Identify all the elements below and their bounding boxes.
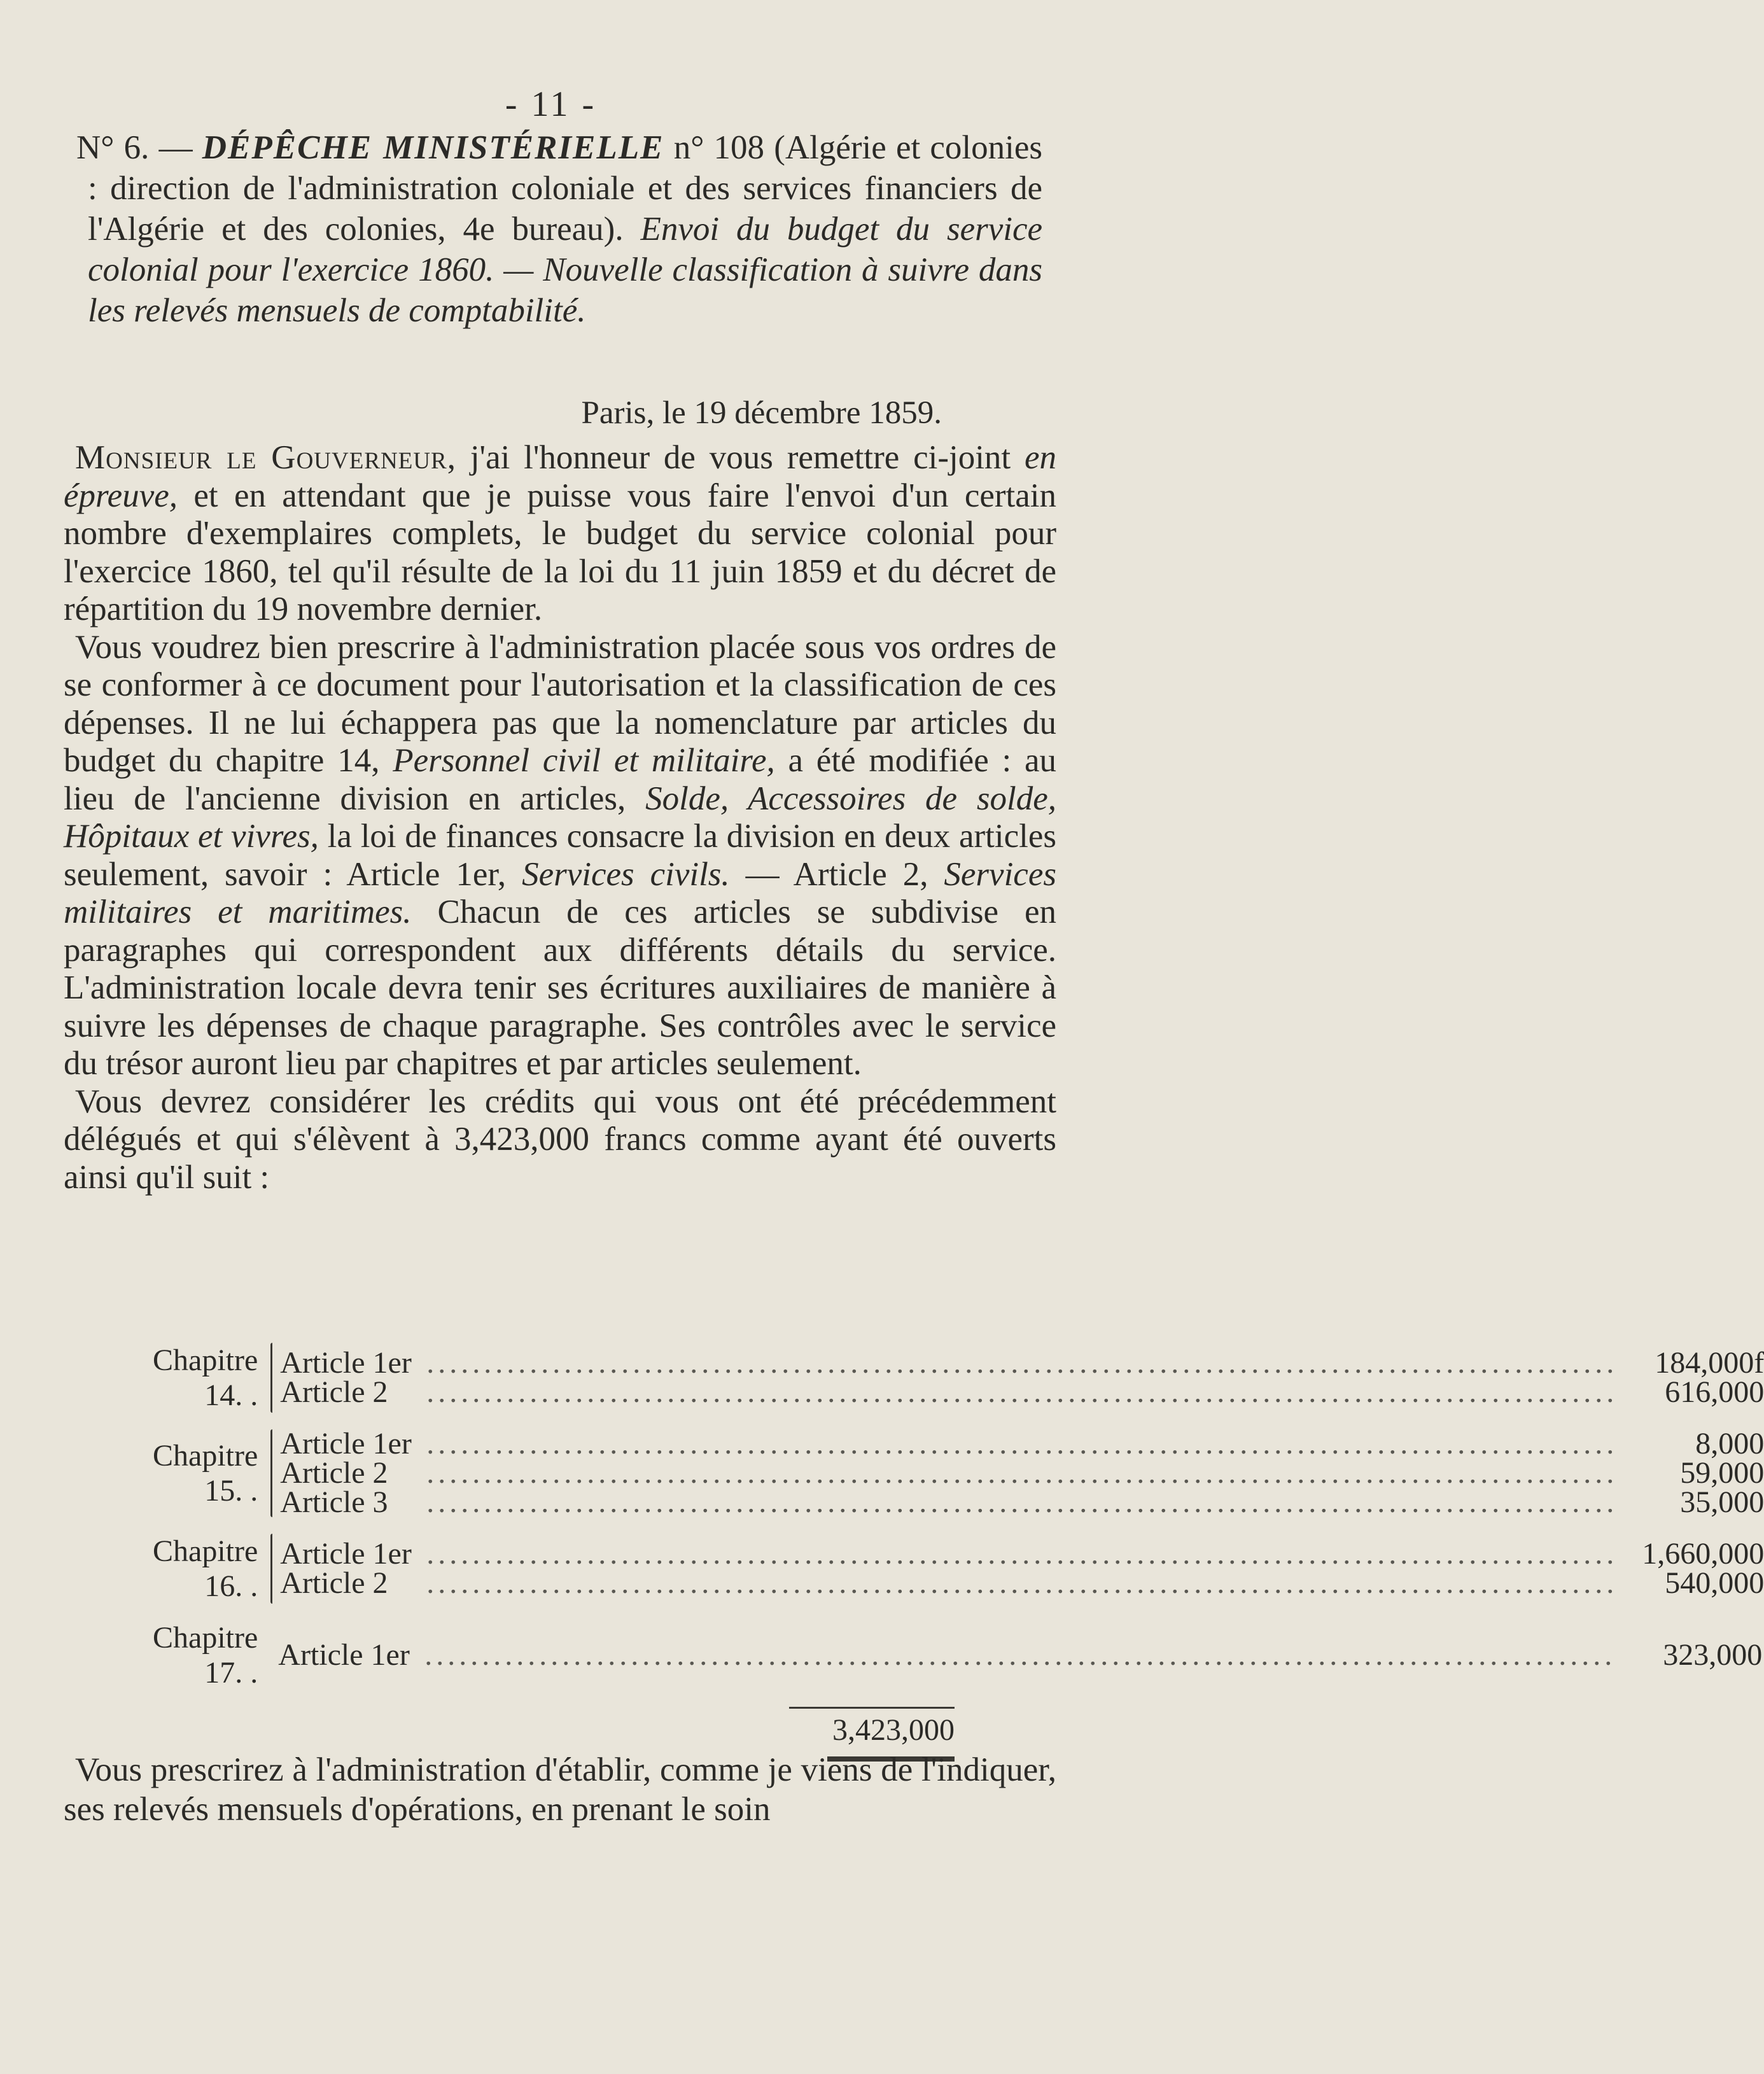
article-label: Article 1er <box>280 1427 412 1461</box>
article-label: Article 1er <box>278 1638 410 1672</box>
article-list <box>280 1429 1764 1517</box>
text-run: — Article 2, <box>729 855 944 893</box>
italic-run: Services militaires et maritimes. <box>64 855 1056 930</box>
article-row <box>280 1539 1764 1569</box>
letter-body <box>64 439 1056 1196</box>
article-amount: 616,000 <box>1665 1375 1764 1409</box>
letter-paragraph-2 <box>64 629 1056 1083</box>
credits-table <box>153 1343 1764 1762</box>
text-run: a été modifiée : au lieu de l'ancienne division en articles, <box>64 742 1056 817</box>
italic-run: Personnel civil et militaire, <box>393 742 775 779</box>
chapter-label: Chapitre 16. . <box>153 1534 258 1603</box>
dot-leader <box>426 1488 1618 1517</box>
chapter-label: Chapitre 14. . <box>153 1343 258 1412</box>
total-row <box>153 1707 955 1748</box>
article-list <box>280 1539 1764 1598</box>
dot-leader <box>424 1641 1616 1670</box>
article-amount: 8,000 <box>1695 1427 1764 1461</box>
dot-leader <box>426 1429 1618 1459</box>
dispatch-number: N° 6. — <box>76 129 193 166</box>
article-list <box>278 1638 1763 1672</box>
article-row <box>280 1566 1764 1600</box>
article-label: Article 3 <box>280 1485 388 1519</box>
text-run: la loi de finances consacre la division en deux articles seulement, savoir : Article 1er, <box>64 818 1056 893</box>
article-list <box>280 1346 1764 1409</box>
article-label: Article 1er <box>280 1346 412 1380</box>
letter-paragraph-1 <box>64 439 1056 629</box>
italic-run: Services civils. <box>522 855 730 893</box>
dot-leader <box>426 1539 1618 1569</box>
brace <box>270 1343 272 1413</box>
article-amount: 35,000 <box>1680 1485 1764 1519</box>
dispatch-heading <box>69 127 1042 331</box>
dot-leader <box>426 1378 1618 1407</box>
brace <box>270 1534 272 1604</box>
dot-leader <box>426 1459 1618 1488</box>
article-label: Article 2 <box>280 1375 388 1409</box>
article-label: Article 2 <box>280 1456 388 1490</box>
dispatch-subject: Envoi du budget du service colonial pour l'exercice 1860. — Nouvelle classification à suivre dans les relevés mensuels de comptabilité. <box>88 211 1043 329</box>
italic-run: Solde, Accessoires de solde, Hôpitaux et vivres, <box>64 780 1056 855</box>
article-row <box>280 1456 1764 1490</box>
dispatch-title: DÉPÊCHE MINISTÉRIELLE <box>202 129 664 166</box>
dot-leader <box>426 1349 1618 1378</box>
dot-leader <box>426 1569 1618 1598</box>
chapter-label: Chapitre 17. . <box>153 1621 258 1690</box>
article-label: Article 2 <box>280 1566 388 1600</box>
article-label: Article 1er <box>280 1537 412 1571</box>
final-paragraph: Vous prescrirez à l'administration d'établir, comme je viens de l'indiquer, ses relevés mensuels d'opérations, en prenant le soin <box>64 1751 1056 1828</box>
letter-paragraph-3: Vous devrez considérer les crédits qui vous ont été précédemment délégués et qui s'élèvent à 3,423,000 francs comme ayant été ouverts ainsi qu'il suit : <box>64 1083 1056 1196</box>
article-amount: 1,660,000 <box>1642 1537 1764 1571</box>
text-run: Chacun de ces articles se subdivise en paragraphes qui correspondent aux différents détails du service. L'administration locale devra tenir ses écritures auxiliaires de manière à suivre les dépenses de chaque paragraphe. Ses contrôles avec le service du trésor auront lieu par chapitres et par articles seulement. <box>64 893 1056 1082</box>
chapter-group <box>153 1343 1764 1413</box>
brace <box>270 1429 272 1517</box>
article-amount: 59,000 <box>1680 1456 1764 1490</box>
chapter-group <box>153 1534 1764 1604</box>
chapter-label: Chapitre 15. . <box>153 1439 258 1508</box>
salutation: Monsieur le Gouverneur, <box>75 439 456 476</box>
chapter-group <box>153 1620 1763 1690</box>
article-row <box>280 1429 1764 1459</box>
article-row <box>280 1346 1764 1380</box>
text-run: et en attendant que je puisse vous faire l'envoi d'un certain nombre d'exemplaires complets, le budget du service colonial pour l'exercice 1860, tel qu'il résulte de la loi du 11 juin 1859 et du décret de répartition du 19 novembre dernier. <box>64 477 1056 627</box>
article-amount: 540,000 <box>1665 1566 1764 1600</box>
page-number: - 11 - <box>505 85 597 124</box>
article-row <box>278 1638 1763 1672</box>
article-amount: 323,000 <box>1663 1638 1763 1672</box>
dateline: Paris, le 19 décembre 1859. <box>581 395 942 431</box>
chapter-group <box>153 1427 1764 1519</box>
dispatch-reference: n° 108 (Algérie et colonies : direction de l'administration coloniale et des services financiers de l'Algérie et des colonies, 4e bureau). <box>88 129 1043 248</box>
article-row <box>280 1375 1764 1409</box>
italic-run: en épreuve, <box>64 439 1056 514</box>
text-run: Vous voudrez bien prescrire à l'administration placée sous vos ordres de se conformer à ce document pour l'autorisation et la classification de ces dépenses. Il ne lui échappera pas que la nomenclature par articles du budget du chapitre 14, <box>64 628 1056 779</box>
article-row <box>280 1485 1764 1519</box>
total-amount: 3,423,000 <box>789 1707 955 1748</box>
text-run: j'ai l'honneur de vous remettre ci-joint <box>456 439 1025 476</box>
article-amount: 184,000f <box>1655 1346 1764 1380</box>
